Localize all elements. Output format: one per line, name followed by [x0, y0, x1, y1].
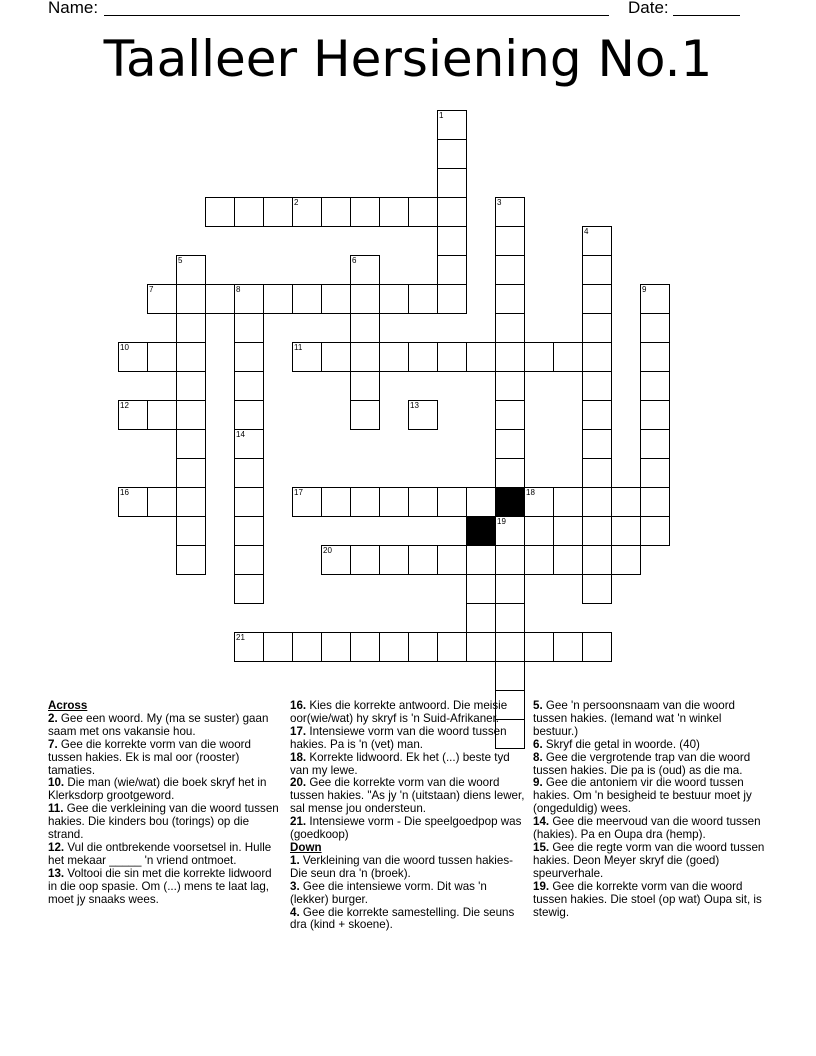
clue-number: 16 — [120, 488, 129, 497]
grid-cell[interactable] — [292, 632, 322, 662]
clue-label: 12. — [48, 840, 65, 854]
clue-label: 9. — [533, 776, 543, 790]
clue-text: 13. Voltooi die sin met die korrekte lidwoord in die oop spasie. Om (...) mens te laat lag, moet jy snaaks wees. — [48, 866, 272, 906]
clue-label: 11. — [48, 802, 64, 816]
grid-cell[interactable] — [437, 284, 467, 314]
grid-cell[interactable] — [321, 284, 351, 314]
grid-cell[interactable] — [640, 487, 670, 517]
clue-label: 8. — [533, 750, 543, 764]
grid-cell[interactable] — [350, 284, 380, 314]
grid-cell[interactable] — [524, 632, 554, 662]
clues-column-1 — [48, 700, 283, 907]
clue-text: 14. Gee die meervoud van die woord tussen (hakies). Pa en Oupa dra (hemp). — [533, 815, 761, 842]
grid-cell[interactable] — [524, 342, 554, 372]
grid-cell[interactable] — [176, 545, 206, 575]
grid-cell[interactable] — [495, 371, 525, 401]
grid-cell[interactable] — [292, 197, 322, 227]
grid-cell[interactable] — [408, 632, 438, 662]
grid-cell[interactable] — [582, 545, 612, 575]
clue-number: 2 — [294, 198, 299, 207]
black-square — [495, 487, 525, 517]
grid-cell[interactable] — [321, 487, 351, 517]
grid-cell[interactable] — [495, 603, 525, 633]
grid-cell[interactable] — [582, 284, 612, 314]
grid-cell[interactable] — [582, 226, 612, 256]
grid-cell[interactable] — [379, 487, 409, 517]
grid-cell[interactable] — [118, 342, 148, 372]
grid-cell[interactable] — [495, 400, 525, 430]
grid-cell[interactable] — [350, 632, 380, 662]
grid-cell[interactable] — [118, 487, 148, 517]
clue-text: 16. Kies die korrekte antwoord. Die meisie oor(wie/wat) hy skryf is 'n Suid-Afrikaner. — [290, 699, 508, 725]
grid-cell[interactable] — [466, 574, 496, 604]
grid-cell[interactable] — [176, 371, 206, 401]
grid-cell[interactable] — [350, 197, 380, 227]
grid-cell[interactable] — [640, 516, 670, 546]
grid-cell[interactable] — [408, 487, 438, 517]
grid-cell[interactable] — [321, 632, 351, 662]
grid-cell[interactable] — [205, 284, 235, 314]
grid-cell[interactable] — [640, 429, 670, 459]
grid-cell[interactable] — [640, 400, 670, 430]
clue-number: 1 — [439, 111, 444, 120]
grid-cell[interactable] — [495, 284, 525, 314]
grid-cell[interactable] — [234, 371, 264, 401]
clue-number: 8 — [236, 285, 241, 294]
grid-cell[interactable] — [321, 545, 351, 575]
grid-cell[interactable] — [408, 342, 438, 372]
clue-text: 10. Die man (wie/wat) die boek skryf het in Klerksdorp grootgeword. — [48, 776, 267, 803]
grid-cell[interactable] — [582, 632, 612, 662]
grid-cell[interactable] — [350, 400, 380, 430]
grid-cell[interactable] — [118, 400, 148, 430]
name-label: Name: — [48, 0, 99, 17]
grid-cell[interactable] — [582, 255, 612, 285]
clue-label: 15. — [533, 840, 550, 854]
grid-cell[interactable] — [292, 342, 322, 372]
grid-cell[interactable] — [466, 545, 496, 575]
clue-number: 13 — [410, 401, 419, 410]
grid-cell[interactable] — [379, 632, 409, 662]
clue-text: 17. Intensiewe vorm van die woord tussen hakies. Pa is 'n (vet) man. — [290, 724, 507, 751]
grid-cell[interactable] — [466, 487, 496, 517]
page-title: Taalleer Hersiening No.1 — [103, 30, 713, 88]
grid-cell[interactable] — [582, 429, 612, 459]
grid-cell[interactable] — [611, 516, 641, 546]
grid-cell[interactable] — [408, 400, 438, 430]
clue-label: 6. — [533, 737, 543, 751]
grid-cell[interactable] — [379, 197, 409, 227]
grid-cell[interactable] — [437, 197, 467, 227]
grid-cell[interactable] — [437, 168, 467, 198]
clue-text: 19. Gee die korrekte vorm van die woord tussen hakies. Die stoel (op wat) Oupa sit, is stewig. — [533, 879, 762, 919]
clue-number: 3 — [497, 198, 502, 207]
grid-cell[interactable] — [234, 342, 264, 372]
grid-cell[interactable] — [437, 110, 467, 140]
grid-cell[interactable] — [176, 313, 206, 343]
grid-cell[interactable] — [495, 661, 525, 691]
grid-cell[interactable] — [234, 429, 264, 459]
grid-cell[interactable] — [553, 545, 583, 575]
grid-cell[interactable] — [176, 487, 206, 517]
grid-cell[interactable] — [524, 545, 554, 575]
grid-cell[interactable] — [234, 313, 264, 343]
grid-cell[interactable] — [611, 487, 641, 517]
clue-number: 17 — [294, 488, 303, 497]
grid-cell[interactable] — [582, 313, 612, 343]
grid-cell[interactable] — [292, 487, 322, 517]
grid-cell[interactable] — [640, 284, 670, 314]
clue-text: 9. Gee die antoniem vir die woord tussen hakies. Om 'n besigheid te bestuur moet jy (ongeduldig) wees. — [533, 776, 752, 816]
grid-cell[interactable] — [495, 255, 525, 285]
grid-cell[interactable] — [553, 342, 583, 372]
clue-text: 1. Verkleining van die woord tussen hakies- Die seun dra 'n (broek). — [290, 853, 513, 880]
grid-cell[interactable] — [408, 197, 438, 227]
clue-number: 7 — [149, 285, 154, 294]
clue-label: 4. — [290, 905, 300, 919]
section-heading: Across — [48, 699, 88, 712]
clue-label: 21. — [290, 815, 307, 829]
grid-cell[interactable] — [437, 139, 467, 169]
clue-label: 17. — [290, 724, 307, 738]
clues-column-2 — [290, 700, 525, 932]
grid-cell[interactable] — [176, 400, 206, 430]
grid-cell[interactable] — [176, 255, 206, 285]
grid-cell[interactable] — [234, 458, 264, 488]
clue-number: 18 — [526, 488, 535, 497]
clue-label: 20. — [290, 776, 307, 790]
clue-number: 6 — [352, 256, 357, 265]
grid-cell[interactable] — [379, 284, 409, 314]
grid-cell[interactable] — [437, 487, 467, 517]
grid-cell[interactable] — [292, 284, 322, 314]
grid-cell[interactable] — [350, 255, 380, 285]
clue-text: 3. Gee die intensiewe vorm. Dit was 'n (lekker) burger. — [290, 879, 487, 906]
grid-cell[interactable] — [495, 197, 525, 227]
grid-cell[interactable] — [640, 371, 670, 401]
clue-label: 3. — [290, 879, 300, 893]
clue-label: 19. — [533, 879, 550, 893]
grid-cell[interactable] — [147, 342, 177, 372]
grid-cell[interactable] — [495, 574, 525, 604]
grid-cell[interactable] — [234, 487, 264, 517]
grid-cell[interactable] — [176, 342, 206, 372]
grid-cell[interactable] — [553, 487, 583, 517]
grid-cell[interactable] — [495, 342, 525, 372]
clue-text: 4. Gee die korrekte samestelling. Die seuns dra (kind + skoene). — [290, 905, 515, 932]
grid-cell[interactable] — [524, 516, 554, 546]
grid-cell[interactable] — [495, 632, 525, 662]
grid-cell[interactable] — [495, 313, 525, 343]
clue-text: 2. Gee een woord. My (ma se suster) gaan saam met ons vakansie hou. — [48, 711, 269, 738]
grid-cell[interactable] — [437, 342, 467, 372]
clue-number: 5 — [178, 256, 183, 265]
clue-number: 20 — [323, 546, 332, 555]
clues-column-3 — [533, 700, 768, 919]
grid-cell[interactable] — [263, 197, 293, 227]
grid-cell[interactable] — [582, 516, 612, 546]
clue-text: 6. Skryf die getal in woorde. (40) — [533, 737, 700, 751]
grid-cell[interactable] — [234, 197, 264, 227]
grid-cell[interactable] — [640, 458, 670, 488]
grid-cell[interactable] — [176, 516, 206, 546]
grid-cell[interactable] — [437, 255, 467, 285]
clue-text: 5. Gee 'n persoonsnaam van die woord tussen hakies. (Iemand wat 'n winkel bestuur.) — [533, 699, 736, 738]
clue-label: 14. — [533, 815, 550, 829]
grid-cell[interactable] — [408, 545, 438, 575]
clue-text: 20. Gee die korrekte vorm van die woord tussen hakies. "As jy 'n (uitstaan) diens lewer, sal mense jou ondersteun. — [290, 776, 525, 816]
grid-cell[interactable] — [582, 487, 612, 517]
grid-cell[interactable] — [466, 603, 496, 633]
black-square — [466, 516, 496, 546]
clue-label: 10. — [48, 776, 65, 790]
grid-cell[interactable] — [234, 516, 264, 546]
grid-cell[interactable] — [495, 226, 525, 256]
grid-cell[interactable] — [582, 574, 612, 604]
clue-label: 1. — [290, 853, 300, 867]
date-label: Date: — [628, 0, 669, 17]
grid-cell[interactable] — [263, 632, 293, 662]
grid-cell[interactable] — [234, 400, 264, 430]
clue-label: 7. — [48, 737, 58, 751]
grid-cell[interactable] — [147, 284, 177, 314]
grid-cell[interactable] — [176, 429, 206, 459]
clue-label: 16. — [290, 699, 307, 712]
clue-number: 10 — [120, 343, 129, 352]
grid-cell[interactable] — [466, 342, 496, 372]
grid-cell[interactable] — [495, 516, 525, 546]
grid-cell[interactable] — [466, 632, 496, 662]
grid-cell[interactable] — [205, 197, 235, 227]
grid-cell[interactable] — [495, 458, 525, 488]
grid-cell[interactable] — [495, 429, 525, 459]
clue-text: 12. Vul die ontbrekende voorsetsel in. Hulle het mekaar _____ 'n vriend ontmoet. — [48, 840, 272, 867]
grid-cell[interactable] — [437, 632, 467, 662]
grid-cell[interactable] — [350, 313, 380, 343]
grid-cell[interactable] — [553, 516, 583, 546]
grid-cell[interactable] — [234, 284, 264, 314]
grid-cell[interactable] — [350, 342, 380, 372]
grid-cell[interactable] — [495, 545, 525, 575]
grid-cell[interactable] — [437, 226, 467, 256]
clue-number: 11 — [294, 343, 303, 352]
grid-cell[interactable] — [553, 632, 583, 662]
clue-text: 15. Gee die regte vorm van die woord tussen hakies. Deon Meyer skryf die (goed) speurverhale. — [533, 840, 765, 880]
grid-cell[interactable] — [147, 400, 177, 430]
grid-cell[interactable] — [176, 458, 206, 488]
grid-cell[interactable] — [408, 284, 438, 314]
clue-label: 5. — [533, 699, 543, 712]
grid-cell[interactable] — [582, 400, 612, 430]
grid-cell[interactable] — [582, 342, 612, 372]
grid-cell[interactable] — [321, 342, 351, 372]
grid-cell[interactable] — [321, 197, 351, 227]
grid-cell[interactable] — [524, 487, 554, 517]
clue-text: 7. Gee die korrekte vorm van die woord tussen hakies. Ek is mal oor (rooster) tamaties. — [48, 737, 251, 777]
grid-cell[interactable] — [640, 313, 670, 343]
clue-label: 13. — [48, 866, 65, 880]
clue-number: 9 — [642, 285, 647, 294]
grid-cell[interactable] — [234, 545, 264, 575]
grid-cell[interactable] — [350, 545, 380, 575]
grid-cell[interactable] — [437, 545, 467, 575]
clue-label: 2. — [48, 711, 58, 725]
clue-number: 12 — [120, 401, 129, 410]
grid-cell[interactable] — [234, 574, 264, 604]
grid-cell[interactable] — [350, 487, 380, 517]
clue-number: 14 — [236, 430, 245, 439]
grid-cell[interactable] — [582, 371, 612, 401]
clue-text: 18. Korrekte lidwoord. Ek het (...) beste tyd van my lewe. — [290, 750, 510, 777]
grid-cell[interactable] — [234, 632, 264, 662]
grid-cell[interactable] — [350, 371, 380, 401]
grid-cell[interactable] — [611, 545, 641, 575]
clue-text: 8. Gee die vergrotende trap van die woord tussen hakies. Die pa is (oud) as die ma. — [533, 750, 751, 777]
grid-cell[interactable] — [379, 342, 409, 372]
section-heading: Down — [290, 840, 322, 854]
grid-cell[interactable] — [263, 284, 293, 314]
clue-text: 21. Intensiewe vorm - Die speelgoedpop was (goedkoop) — [290, 815, 522, 842]
grid-cell[interactable] — [176, 284, 206, 314]
clue-number: 19 — [497, 517, 506, 526]
clue-number: 21 — [236, 633, 245, 642]
grid-cell[interactable] — [147, 487, 177, 517]
clue-text: 11. Gee die verkleining van die woord tussen hakies. Die kinders bou (torings) op die strand. — [48, 802, 279, 842]
grid-cell[interactable] — [582, 458, 612, 488]
grid-cell[interactable] — [379, 545, 409, 575]
clue-label: 18. — [290, 750, 307, 764]
clue-number: 4 — [584, 227, 589, 236]
grid-cell[interactable] — [640, 342, 670, 372]
